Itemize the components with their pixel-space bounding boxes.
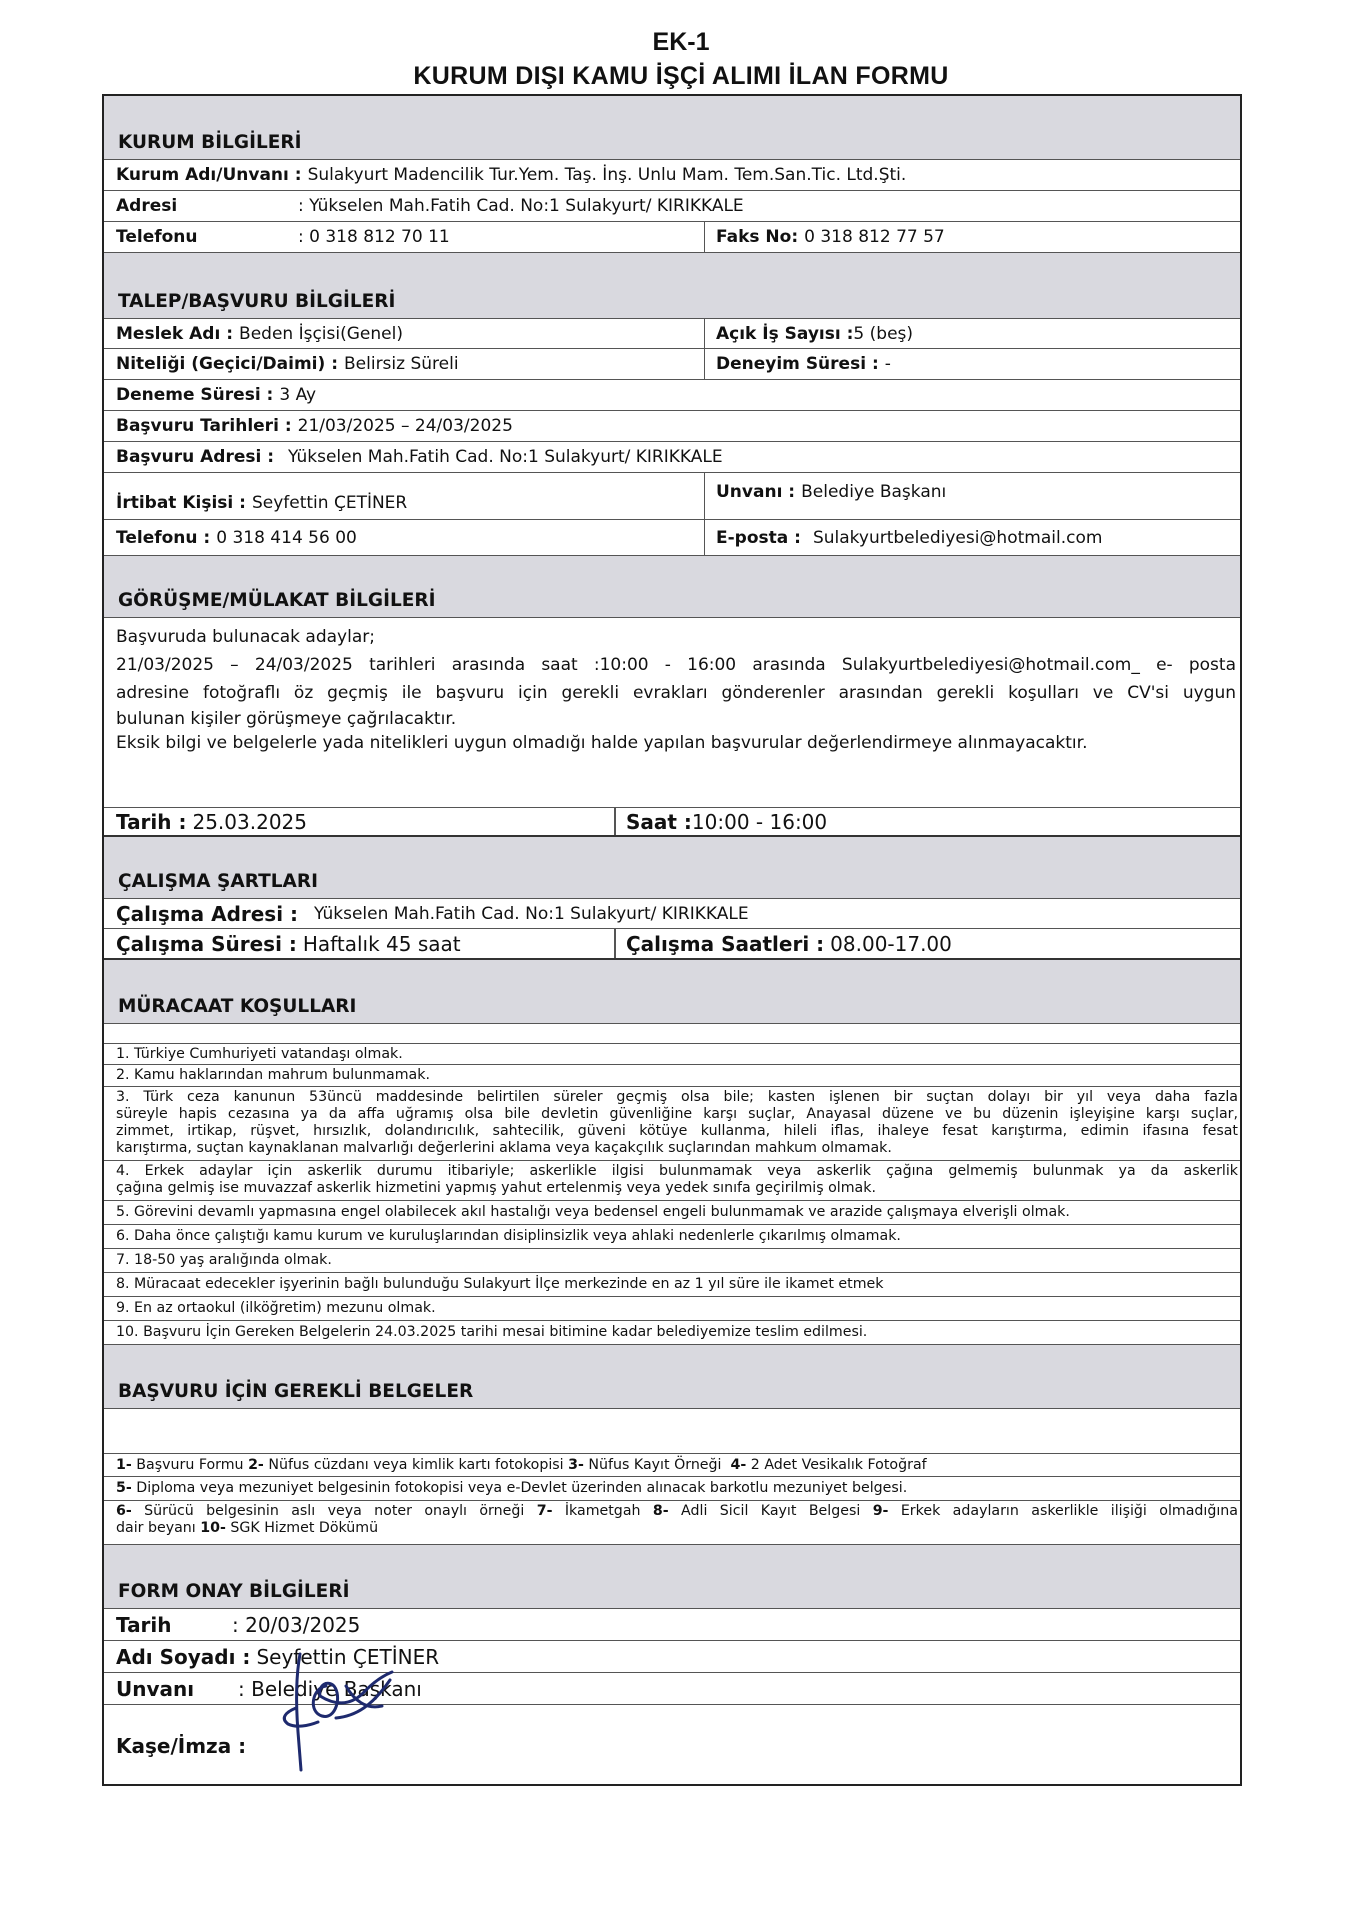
section-title: ÇALIŞMA ŞARTLARI	[118, 871, 318, 892]
section-muracaat	[104, 960, 1240, 1024]
kurum-address-row	[104, 191, 1240, 222]
condition-item: 3. Türk ceza kanunun 53üncü maddesinde belirtilen süreler geçmiş olsa bile; kasten işlenen bir suçtan dolayı bir yıl veya daha fazla süreyle hapis cezasına ya da affa uğramış olsa bile devletin güvenliğine karşı suçlar, Anayasal düzene ve bu düzenin işleyişine karşı suçlar, zimmet, irtikap, rüşvet, hırsızlık, dolandırıcılık, sahtecilik, güveni kötüye kullanma, hileli iflas, ihaleye fesat karıştırma, edimin ifasına fesat karıştırma, suçtan kaynaklanan malvarlığı değerlerini aklama veya kaçakçılık suçlarından mahkum olmamak.	[104, 1087, 1240, 1161]
field-label: Adresi	[116, 196, 178, 216]
condition-item: 4. Erkek adaylar için askerlik durumu itibariyle; askerlikle ilgisi bulunmamak veya askerlik çağına gelmemiş bulunmak ya da askerlik çağına gelmiş ise muvazzaf askerlik hizmetini yapmış yahut ertelenmiş veya yedek sınıfa geçirilmiş olmak.	[104, 1161, 1240, 1201]
kurum-phone-row	[104, 222, 1240, 253]
field-value: Seyfettin ÇETİNER	[256, 1644, 440, 1669]
field-label: Açık İş Sayısı :	[716, 323, 854, 344]
section-gorusme	[104, 556, 1240, 618]
talep-dates-row	[104, 411, 1240, 442]
field-value: : 20/03/2025	[232, 1612, 361, 1637]
field-label: Başvuru Adresi :	[116, 447, 275, 467]
field-value: Yükselen Mah.Fatih Cad. No:1 Sulakyurt/ KIRIKKALE	[288, 447, 723, 467]
calisma-address-row	[104, 899, 1240, 929]
field-value: Haftalık 45 saat	[302, 931, 461, 956]
field-label: İrtibat Kişisi :	[116, 493, 246, 513]
field-label: Telefonu :	[116, 527, 211, 548]
field-label: Deneme Süresi :	[116, 385, 274, 405]
doc-num: 5-	[116, 1480, 132, 1496]
email-value: Sulakyurtbelediyesi@hotmail.com	[812, 527, 1103, 548]
field-value: 21/03/2025 – 24/03/2025	[297, 416, 513, 436]
document-row: 5- Diploma veya mezuniyet belgesinin fotokopisi veya e-Devlet üzerinden alınacak barkotlu mezuniyet belgesi.	[104, 1477, 1240, 1501]
section-title: FORM ONAY BİLGİLERİ	[118, 1581, 350, 1602]
signature-image	[196, 1646, 396, 1776]
field-value: Sulakyurt Madencilik Tur.Yem. Taş. İnş. Unlu Mam. Tem.San.Tic. Ltd.Şti.	[307, 165, 907, 185]
document-row: 6- Sürücü belgesinin aslı veya noter onaylı örneği 7- İkametgah 8- Adli Sicil Kayıt Belgesi 9- Erkek adayların askerlikle ilişiği olmadığına dair beyanı 10- SGK Hizmet Dökümü	[104, 1501, 1240, 1545]
field-value: 0 318 414 56 00	[216, 527, 357, 548]
doc-num: 9-	[872, 1503, 889, 1519]
section-title: BAŞVURU İÇİN GEREKLİ BELGELER	[118, 1381, 474, 1402]
application-form	[102, 94, 1242, 1786]
field-value: 08.00-17.00	[830, 931, 952, 956]
condition-item: 8. Müracaat edecekler işyerinin bağlı bulunduğu Sulakyurt İlçe merkezinde en az 1 yıl süre ile ikamet etmek	[104, 1273, 1240, 1297]
doc-num: 10-	[200, 1520, 226, 1536]
talep-trial-row	[104, 380, 1240, 411]
field-value: Belirsiz Süreli	[344, 354, 459, 374]
field-label: Tarih	[116, 1612, 172, 1637]
calisma-duration-row	[104, 929, 1240, 960]
field-label: Kaşe/İmza :	[116, 1733, 247, 1758]
field-value: : Yükselen Mah.Fatih Cad. No:1 Sulakyurt/ KIRIKKALE	[298, 196, 744, 216]
field-value: 0 318 812 77 57	[804, 227, 945, 247]
field-label: Telefonu	[116, 227, 198, 247]
talep-nature-row	[104, 349, 1240, 380]
field-label: Meslek Adı :	[116, 323, 234, 344]
field-label: Başvuru Tarihleri :	[116, 416, 292, 436]
talep-apply-address-row	[104, 442, 1240, 473]
field-value: Belediye Başkanı	[801, 482, 947, 502]
condition-item: 1. Türkiye Cumhuriyeti vatandaşı olmak.	[104, 1043, 1240, 1065]
section-title: MÜRACAAT KOŞULLARI	[118, 996, 357, 1017]
field-value: Yükselen Mah.Fatih Cad. No:1 Sulakyurt/ KIRIKKALE	[314, 903, 749, 924]
talep-contact-row	[104, 473, 1240, 520]
kurum-name-row	[104, 160, 1240, 191]
doc-num: 4-	[730, 1456, 747, 1473]
condition-item: 2. Kamu haklarından mahrum bulunmamak.	[104, 1065, 1240, 1087]
field-value: 5 (beş)	[853, 323, 914, 344]
doc-num: 2-	[248, 1456, 264, 1473]
section-kurum	[104, 96, 1240, 160]
field-label: Niteliği (Geçici/Daimi) :	[116, 354, 338, 374]
doc-num: 8-	[652, 1503, 669, 1519]
field-value: : 0 318 812 70 11	[298, 227, 450, 247]
form-title: KURUM DIŞI KAMU İŞÇİ ALIMI İLAN FORMU	[413, 62, 949, 90]
interview-line: 21/03/2025 – 24/03/2025 tarihleri arasında saat :10:00 - 16:00 arasında Sulakyurtbelediyesi@hotmail.com_ e- posta	[116, 655, 1236, 675]
talep-phone-row	[104, 520, 1240, 556]
section-title: TALEP/BAŞVURU BİLGİLERİ	[118, 291, 396, 312]
section-talep	[104, 253, 1240, 319]
doc-num: 7-	[536, 1503, 553, 1519]
field-value: Seyfettin ÇETİNER	[251, 493, 408, 513]
interview-line: Başvuruda bulunacak adaylar;	[116, 627, 375, 647]
section-title: GÖRÜŞME/MÜLAKAT BİLGİLERİ	[118, 590, 436, 611]
field-label: E-posta :	[716, 527, 801, 548]
condition-item: 7. 18-50 yaş aralığında olmak.	[104, 1249, 1240, 1273]
talep-job-row	[104, 319, 1240, 349]
section-calisma	[104, 837, 1240, 899]
field-label: Çalışma Süresi :	[116, 931, 297, 956]
doc-num: 6-	[116, 1503, 132, 1519]
field-label: Tarih :	[116, 809, 187, 834]
field-label: Adı Soyadı :	[116, 1644, 251, 1669]
field-value: 3 Ay	[279, 385, 317, 405]
interview-line: adresine fotoğraflı öz geçmiş ile başvuru için gerekli evrakları gönderenler arasından gerekli koşulları ve CV'si uygun	[116, 683, 1236, 703]
interview-line: bulunan kişiler görüşmeye çağrılacaktır.	[116, 709, 457, 729]
field-label: Deneyim Süresi :	[716, 354, 879, 374]
field-label: Unvanı	[116, 1676, 195, 1701]
section-belgeler	[104, 1345, 1240, 1409]
annex-label: EK-1	[652, 28, 710, 56]
interview-date-row	[104, 807, 1240, 837]
field-value: -	[884, 354, 891, 374]
condition-item: 5. Görevini devamlı yapmasına engel olabilecek akıl hastalığı veya bedensel engeli bulunmamak ve arazide çalışmaya elverişli olmak.	[104, 1201, 1240, 1225]
field-label: Kurum Adı/Unvanı :	[116, 165, 302, 185]
field-value: : Belediye Başkanı	[238, 1676, 422, 1701]
field-value: 25.03.2025	[192, 809, 307, 834]
onay-date-row	[104, 1609, 1240, 1641]
doc-num: 3-	[568, 1456, 584, 1473]
condition-item: 6. Daha önce çalıştığı kamu kurum ve kuruluşlarından disiplinsizlik veya ahlaki nedenlerle çıkarılmış olmamak.	[104, 1225, 1240, 1249]
document-row: 1- Başvuru Formu 2- Nüfus cüzdanı veya kimlik kartı fotokopisi 3- Nüfus Kayıt Örneği 4- 2 Adet Vesikalık Fotoğraf	[104, 1453, 1240, 1477]
field-label: Çalışma Saatleri :	[626, 931, 825, 956]
field-value: Beden İşçisi(Genel)	[239, 323, 403, 344]
interview-line: Eksik bilgi ve belgelerle yada nitelikleri uygun olmadığı halde yapılan başvurular değerlendirmeye alınmayacaktır.	[116, 733, 1088, 753]
condition-item: 10. Başvuru İçin Gereken Belgelerin 24.03.2025 tarihi mesai bitimine kadar belediyemize teslim edilmesi.	[104, 1321, 1240, 1345]
field-label: Çalışma Adresi :	[116, 901, 299, 926]
field-label: Unvanı :	[716, 482, 796, 502]
condition-item: 9. En az ortaokul (ilköğretim) mezunu olmak.	[104, 1297, 1240, 1321]
field-label: Saat :	[626, 809, 692, 834]
doc-num: 1-	[116, 1456, 132, 1473]
field-value: 10:00 - 16:00	[691, 809, 828, 834]
field-label: Faks No:	[716, 227, 799, 247]
section-title: KURUM BİLGİLERİ	[118, 132, 302, 153]
section-onay	[104, 1545, 1240, 1609]
